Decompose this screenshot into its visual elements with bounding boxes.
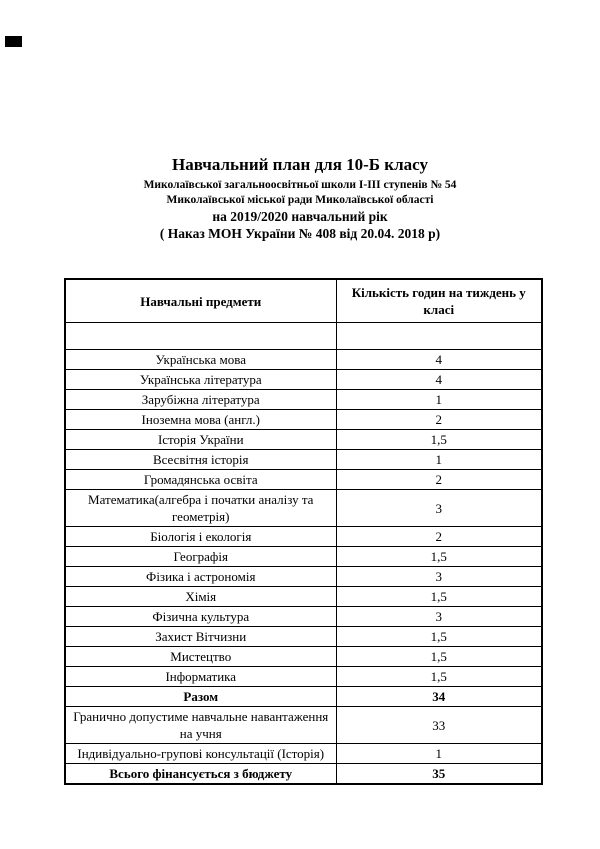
subject-cell: Фізична культура [65, 607, 336, 627]
subject-cell: Історія України [65, 430, 336, 450]
table-body [65, 323, 542, 785]
hours-cell: 4 [336, 350, 542, 370]
subject-cell: Зарубіжна література [65, 390, 336, 410]
table-row [65, 547, 542, 567]
hours-cell: 1 [336, 744, 542, 764]
hours-cell: 1,5 [336, 587, 542, 607]
subject-cell: Біологія і екологія [65, 527, 336, 547]
subject-cell: Всього фінансується з бюджету [65, 764, 336, 785]
hours-column-header: Кількість годин на тиждень у класі [336, 279, 542, 323]
subject-cell: Українська мова [65, 350, 336, 370]
academic-year-line: на 2019/2020 навчальний рік [212, 209, 388, 224]
hours-cell: 1,5 [336, 430, 542, 450]
hours-cell: 3 [336, 490, 542, 527]
order-reference-line: ( Наказ МОН України № 408 від 20.04. 2018 р) [159, 226, 441, 241]
hours-cell: 2 [336, 470, 542, 490]
curriculum-table [64, 278, 543, 785]
table-header-row [65, 279, 542, 323]
subject-cell: Математика(алгебра і початки аналізу та геометрія) [65, 490, 336, 527]
table-row [65, 667, 542, 687]
subject-cell: Разом [65, 687, 336, 707]
subject-cell: Географія [65, 547, 336, 567]
hours-cell: 3 [336, 607, 542, 627]
table-row [65, 744, 542, 764]
school-name-line: Миколаївської загальноосвітньої школи І-ІІІ ступенів № 54 [143, 179, 457, 191]
hours-cell [336, 323, 542, 350]
subject-cell: Індивідуально-групові консультації (Історія) [65, 744, 336, 764]
subject-cell: Гранично допустиме навчальне навантаження на учня [65, 707, 336, 744]
subject-cell: Українська література [65, 370, 336, 390]
table-row [65, 527, 542, 547]
hours-cell: 35 [336, 764, 542, 785]
table-row [65, 370, 542, 390]
document-title: Навчальний план для 10-Б класу [172, 155, 428, 174]
hours-cell: 3 [336, 567, 542, 587]
table-row [65, 647, 542, 667]
table-row [65, 490, 542, 527]
hours-cell: 2 [336, 527, 542, 547]
school-authority-line: Миколаївської міської ради Миколаївської області [166, 194, 434, 206]
table-row [65, 627, 542, 647]
table-row [65, 567, 542, 587]
hours-cell: 4 [336, 370, 542, 390]
document-header [0, 155, 600, 242]
table-row [65, 430, 542, 450]
hours-cell: 2 [336, 410, 542, 430]
subject-cell: Іноземна мова (англ.) [65, 410, 336, 430]
hours-cell: 33 [336, 707, 542, 744]
hours-cell: 1,5 [336, 547, 542, 567]
subject-cell: Хімія [65, 587, 336, 607]
subject-cell: Фізика і астрономія [65, 567, 336, 587]
subject-cell: Інформатика [65, 667, 336, 687]
table-row [65, 587, 542, 607]
table-row [65, 410, 542, 430]
hours-cell: 34 [336, 687, 542, 707]
table-row [65, 390, 542, 410]
hours-cell: 1 [336, 450, 542, 470]
table-row [65, 607, 542, 627]
subject-cell [65, 323, 336, 350]
scan-artifact [5, 36, 22, 47]
hours-cell: 1,5 [336, 627, 542, 647]
subject-cell: Мистецтво [65, 647, 336, 667]
subject-cell: Захист Вітчизни [65, 627, 336, 647]
table-row [65, 350, 542, 370]
table-row [65, 470, 542, 490]
hours-cell: 1,5 [336, 667, 542, 687]
hours-cell: 1,5 [336, 647, 542, 667]
table-row [65, 707, 542, 744]
subjects-column-header: Навчальні предмети [65, 279, 336, 323]
hours-cell: 1 [336, 390, 542, 410]
table-row [65, 764, 542, 785]
table-row [65, 450, 542, 470]
subject-cell: Всесвітня історія [65, 450, 336, 470]
table-row [65, 687, 542, 707]
spacer-row [65, 323, 542, 350]
subject-cell: Громадянська освіта [65, 470, 336, 490]
